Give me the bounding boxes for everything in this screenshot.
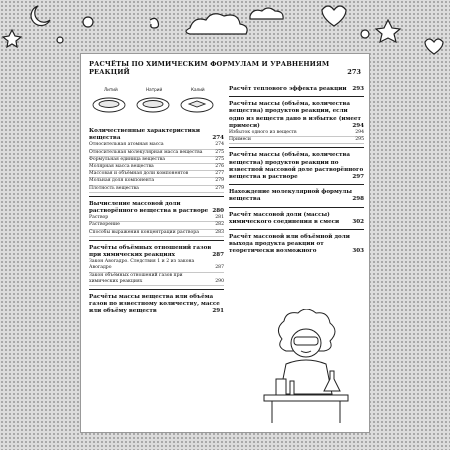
toc-item-left_column-11: [89, 230, 224, 237]
toc-entry-text: Расчёт теплового эффекта реакции: [229, 86, 347, 92]
toc-entry-text: Расчёты массы вещества или объёма газов по известному количеству, массе или объёму веществ: [89, 294, 220, 315]
toc-entry-page: 281: [215, 215, 224, 221]
beaker-icon: [276, 379, 286, 395]
section-divider: [229, 229, 364, 230]
toc-item-left_column-7: [89, 186, 224, 193]
toc-entry-text: Растворение: [89, 222, 120, 228]
toc-entry-page: 276: [215, 164, 224, 170]
toc-entry-text: Относительная атомная масса: [89, 142, 164, 148]
toc-item-left_column-6: [89, 178, 224, 185]
toc-entry-page: 283: [215, 229, 224, 235]
toc-entry-text: Формульная единица вещества: [89, 156, 165, 162]
toc-entry-page: 295: [355, 137, 364, 143]
toc-entry-page: 282: [215, 222, 224, 228]
star-icon: [3, 30, 21, 47]
toc-entry-page: 294: [355, 130, 364, 136]
toc-entry-page: 297: [352, 174, 364, 181]
toc-entry-page: 290: [215, 278, 224, 284]
toc-entry-text: Нахождение молекулярной формулы вещества: [229, 189, 352, 203]
bubble-icon-2: [361, 30, 369, 38]
section-divider: [229, 96, 364, 97]
toc-entry-page: 274: [215, 142, 224, 148]
circle-doodle-icon: [83, 17, 93, 27]
bubble-icon: [57, 37, 63, 43]
toc-section-right_column-7: [229, 234, 364, 256]
goggles-icon: [294, 337, 318, 345]
chapter-page-number: 273: [347, 68, 361, 76]
toc-entry-text: Молярная масса вещества: [89, 164, 154, 170]
toc-entry-text: Количественные характеристики вещества: [89, 128, 201, 142]
toc-section-right_column-5: [229, 189, 364, 203]
toc-section-right_column-0: [229, 86, 364, 93]
dish-label-potassium: Калий: [191, 87, 205, 92]
toc-entry-text: Плотность вещества: [89, 185, 139, 191]
section-divider: [229, 147, 364, 148]
toc-entry-page: 275: [215, 149, 224, 155]
section-divider: [89, 196, 224, 197]
toc-section-left_column-0: [89, 128, 224, 142]
toc-section-left_column-15: [89, 294, 224, 316]
toc-entry-text: Вычисление массовой доли растворённого вещества в растворе: [89, 200, 209, 215]
toc-entry-page: 302: [352, 218, 364, 225]
scientist-illustration: [256, 309, 356, 427]
toc-entry-text: Способы выражения концентрации раствора: [89, 229, 199, 235]
spiral-icon: [150, 18, 159, 28]
toc-entry-text: Расчёты массы (объёма, количества вещества) продуктов реакции, если одно из веществ дано в избытке (имеет примеси): [229, 101, 361, 129]
toc-item-left_column-13: [89, 259, 224, 272]
section-divider: [229, 184, 364, 185]
toc-item-left_column-10: [89, 222, 224, 229]
toc-section-right_column-6: [229, 212, 364, 226]
table-of-contents-page: [80, 53, 370, 433]
toc-entry-text: Закон Авогадро. Следствия 1 и 2 из закона Авогадро: [89, 259, 195, 271]
toc-entry-page: 287: [215, 265, 224, 271]
toc-entry-page: 303: [352, 248, 364, 255]
cloud-icon: [186, 14, 247, 34]
toc-entry-page: 274: [212, 135, 224, 142]
star-icon-2: [376, 20, 400, 42]
toc-entry-text: Расчёт массовой доли (массы) химического соединения в смеси: [229, 211, 340, 225]
toc-entry-text: Избыток одного из веществ: [229, 130, 297, 136]
toc-right-column: [229, 82, 364, 256]
toc-entry-page: 279: [215, 185, 224, 191]
toc-item-left_column-14: [89, 273, 224, 286]
dish-label-sodium: Натрий: [146, 87, 163, 92]
toc-entry-text: Примеси: [229, 137, 251, 143]
toc-section-left_column-8: [89, 201, 224, 215]
lab-table-icon: [264, 395, 348, 401]
toc-entry-text: Закон объёмных отношений газов при химических реакциях: [89, 272, 183, 284]
toc-entry-page: 298: [352, 196, 364, 203]
heart-icon: [322, 6, 346, 26]
toc-entry-page: 277: [215, 171, 224, 177]
section-divider: [89, 240, 224, 241]
toc-entry-page: 291: [212, 308, 224, 315]
toc-item-left_column-2: [89, 150, 224, 157]
toc-entry-page: 294: [352, 122, 364, 129]
toc-entry-text: Раствор: [89, 215, 109, 221]
moon-icon: [31, 6, 50, 26]
cloud-icon-2: [250, 8, 283, 19]
section-divider: [229, 207, 364, 208]
toc-entry-page: 287: [212, 252, 224, 259]
toc-item-left_column-1: [89, 142, 224, 149]
toc-entry-page: 275: [215, 156, 224, 162]
heart-icon-2: [425, 39, 443, 54]
toc-entry-text: Относительная молекулярная масса вещества: [89, 149, 203, 155]
toc-section-left_column-12: [89, 245, 224, 259]
toc-entry-text: Расчёты массы (объёма, количества вещества) продуктов реакции по известной массовой доле растворённого вещества в растворе: [229, 152, 364, 181]
dish-label-lithium: Литий: [104, 87, 118, 92]
toc-section-right_column-1: [229, 101, 364, 130]
toc-item-right_column-3: [229, 137, 364, 144]
toc-item-left_column-3: [89, 157, 224, 164]
chapter-title: РАСЧЁТЫ ПО ХИМИЧЕСКИМ ФОРМУЛАМ И УРАВНЕНИЯМ РЕАКЦИЙ: [89, 60, 330, 76]
toc-entry-text: Мольная доля компонента: [89, 178, 155, 184]
toc-entry-page: 279: [215, 178, 224, 184]
toc-entry-text: Массовая и объёмная доли компонентов: [89, 171, 189, 177]
toc-entry-text: Расчёты объёмных отношений газов при химических реакциях: [89, 244, 212, 259]
toc-entry-text: Расчёт массовой или объёмной доли выхода продукта реакции от теоретически возможного: [229, 234, 350, 255]
toc-entry-page: 293: [352, 86, 364, 92]
test-tube-icon: [290, 381, 294, 395]
lab-coat-icon: [280, 360, 332, 394]
toc-section-right_column-4: [229, 152, 364, 181]
toc-entry-page: 280: [212, 208, 224, 215]
toc-left-column: [89, 124, 224, 316]
section-divider: [89, 289, 224, 290]
